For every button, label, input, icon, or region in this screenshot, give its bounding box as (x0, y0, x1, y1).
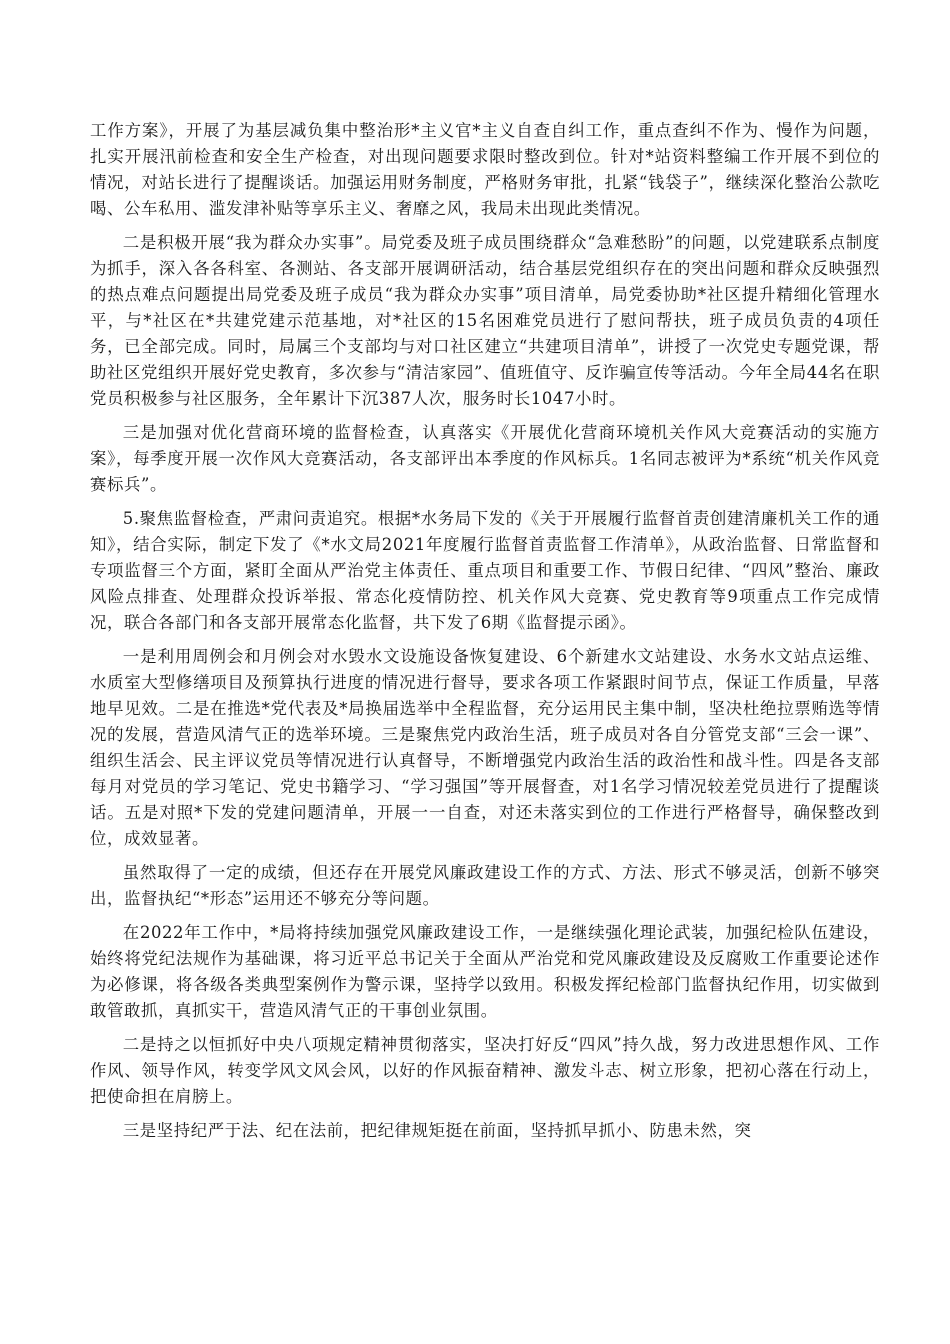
paragraph-7: 在2022年工作中，*局将持续加强党风廉政建设工作，一是继续强化理论武装，加强纪检队伍建设，始终将党纪法规作为基础课，将习近平总书记关于全面从严治党和党风廉政建设及反腐败工作重要论述作为必修课，将各级各类典型案例作为警示课，坚持学以致用。积极发挥纪检部门监督执纪作用，切实做到敢管敢抓，真抓实干，营造风清气正的干事创业氛围。 (90, 923, 880, 1020)
paragraph-8: 二是持之以恒抓好中央八项规定精神贯彻落实，坚决打好反“四风”持久战，努力改进思想作风、工作作风、领导作风，转变学风文风会风，以好的作风振奋精神、激发斗志、树立形象，把初心落在行动上，把使命担在肩膀上。 (90, 1035, 880, 1106)
paragraph-3: 三是加强对优化营商环境的监督检查，认真落实《开展优化营商环境机关作风大竞赛活动的实施方案》，每季度开展一次作风大竞赛活动，各支部评出本季度的作风标兵。1名同志被评为*系统“机关作风竞赛标兵”。 (90, 423, 880, 494)
document-body (90, 118, 880, 1152)
paragraph-2: 二是积极开展“我为群众办实事”。局党委及班子成员围绕群众“急难愁盼”的问题，以党建联系点制度为抓手，深入各各科室、各测站、各支部开展调研活动，结合基层党组织存在的突出问题和群众反映强烈的热点难点问题提出局党委及班子成员“我为群众办实事”项目清单，局党委协助*社区提升精细化管理水平，与*社区在*共建党建示范基地，对*社区的15名困难党员进行了慰问帮扶，班子成员负责的4项任务，已全部完成。同时，局属三个支部均与对口社区建立“共建项目清单”，讲授了一次党史专题党课，帮助社区党组织开展好党史教育，多次参与“清洁家园”、值班值守、反诈骗宣传等活动。今年全局44名在职党员积极参与社区服务，全年累计下沉387人次，服务时长1047小时。 (90, 233, 880, 408)
paragraph-1: 工作方案》，开展了为基层减负集中整治形*主义官*主义自查自纠工作，重点查纠不作为、慢作为问题，扎实开展汛前检查和安全生产检查，对出现问题要求限时整改到位。针对*站资料整编工作开展不到位的情况，对站长进行了提醒谈话。加强运用财务制度，严格财务审批，扎紧“钱袋子”，继续深化整治公款吃喝、公车私用、滥发津补贴等享乐主义、奢靡之风，我局未出现此类情况。 (90, 121, 880, 218)
paragraph-6: 虽然取得了一定的成绩，但还存在开展党风廉政建设工作的方式、方法、形式不够灵活，创新不够突出，监督执纪“*形态”运用还不够充分等问题。 (90, 863, 880, 908)
paragraph-9: 三是坚持纪严于法、纪在法前，把纪律规矩挺在前面，坚持抓早抓小、防患未然，突 (122, 1121, 752, 1140)
paragraph-4: 5.聚焦监督检查，严肃问责追究。根据*水务局下发的《关于开展履行监督首责创建清廉机关工作的通知》，结合实际，制定下发了《*水文局2021年度履行监督首责监督工作清单》，从政治监督、日常监督和专项监督三个方面，紧盯全面从严治党主体责任、重点项目和重要工作、节假日纪律、“四风”整治、廉政风险点排查、处理群众投诉举报、常态化疫情防控、机关作风大竞赛、党史教育等9项重点工作完成情况，联合各部门和各支部开展常态化监督，共下发了6期《监督提示函》。 (90, 509, 880, 632)
paragraph-5: 一是利用周例会和月例会对水毁水文设施设备恢复建设、6个新建水文站建设、水务水文站点运维、水质室大型修缮项目及预算执行进度的情况进行督导，要求各项工作紧跟时间节点，保证工作质量，早落地早见效。二是在推选*党代表及*局换届选举中全程监督，充分运用民主集中制，坚决杜绝拉票贿选等情况的发展，营造风清气正的选举环境。三是聚焦党内政治生活，班子成员对各自分管党支部“三会一课”、组织生活会、民主评议党员等情况进行认真督导，不断增强党内政治生活的政治性和战斗性。四是各支部每月对党员的学习笔记、党史书籍学习、“学习强国”等开展督查，对1名学习情况较差党员进行了提醒谈话。五是对照*下发的党建问题清单，开展一一自查，对还未落实到位的工作进行严格督导，确保整改到位，成效显著。 (90, 647, 880, 848)
